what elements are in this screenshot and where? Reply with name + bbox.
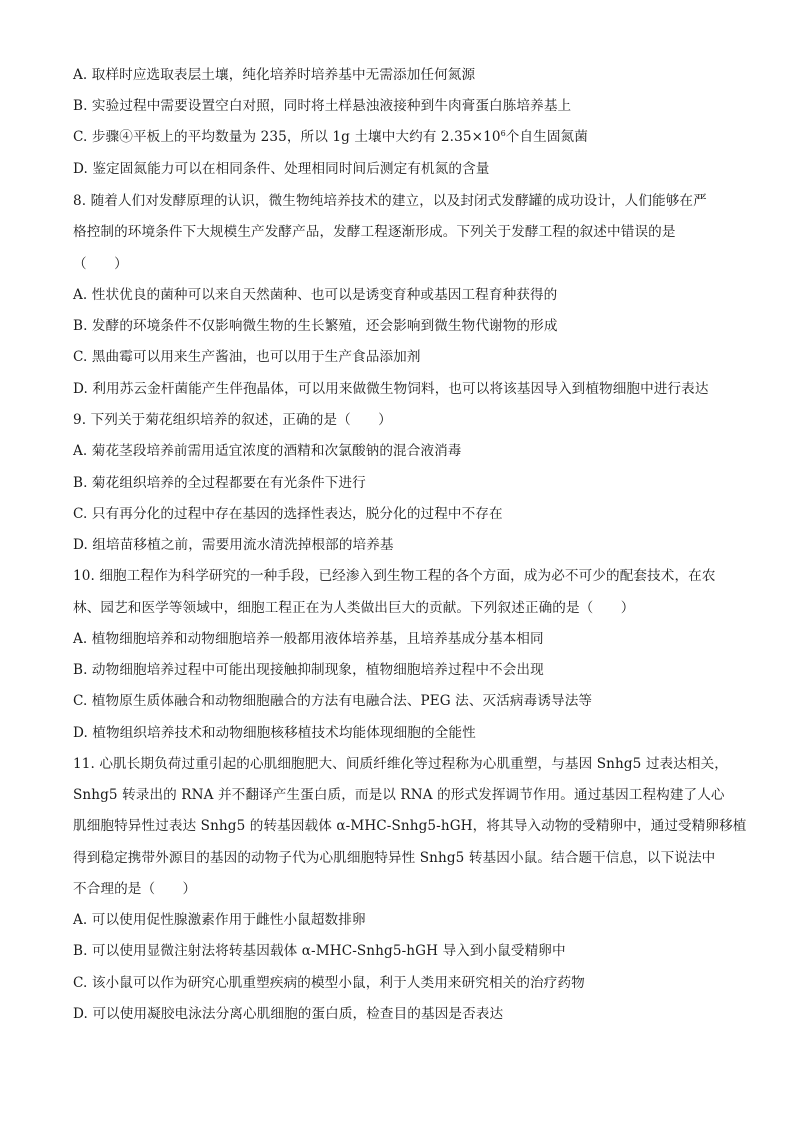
- q8-option-c: C. 黑曲霉可以用来生产酱油，也可以用于生产食品添加剂: [73, 349, 421, 365]
- q11-option-c: C. 该小鼠可以作为研究心肌重塑疾病的模型小鼠，利于人类用来研究相关的治疗药物: [73, 975, 585, 991]
- q11-option-d: D. 可以使用凝胶电泳法分离心肌细胞的蛋白质，检查目的基因是否表达: [73, 1006, 504, 1022]
- q8-option-b: B. 发酵的环境条件不仅影响微生物的生长繁殖，还会影响到微生物代谢物的形成: [73, 318, 558, 334]
- q10-stem-line-2: 林、园艺和医学等领域中，细胞工程正在为人类做出巨大的贡献。下列叙述正确的是（ ）: [73, 600, 635, 616]
- q11-option-b: B. 可以使用显微注射法将转基因载体 α-MHC-Snhg5-hGH 导入到小鼠受精卵中: [73, 943, 566, 959]
- q10-stem-line-1: 10. 细胞工程作为科学研究的一种手段，已经渗入到生物工程的各个方面，成为必不可少的配套技术，在农: [73, 568, 716, 584]
- q10-option-a: A. 植物细胞培养和动物细胞培养一般都用液体培养基，且培养基成分基本相同: [73, 631, 544, 647]
- q11-stem-line-1: 11. 心肌长期负荷过重引起的心肌细胞肥大、间质纤维化等过程称为心肌重塑，与基因 Snhg5 过表达相关，: [73, 756, 728, 772]
- q7-option-c-tail: 个自生固氮菌: [505, 129, 588, 145]
- q9-option-d: D. 组培苗移植之前，需要用流水清洗掉根部的培养基: [73, 537, 394, 553]
- q9-option-b: B. 菊花组织培养的全过程都要在有光条件下进行: [73, 475, 366, 491]
- q8-stem-line-2: 格控制的环境条件下大规模生产发酵产品，发酵工程逐渐形成。下列关于发酵工程的叙述中错误的是: [73, 224, 676, 240]
- q10-option-c: C. 植物原生质体融合和动物细胞融合的方法有电融合法、PEG 法、灭活病毒诱导法等: [73, 693, 593, 709]
- q9-option-c: C. 只有再分化的过程中存在基因的选择性表达，脱分化的过程中不存在: [73, 506, 503, 522]
- q9-option-a: A. 菊花茎段培养前需用适宜浓度的酒精和次氯酸钠的混合液消毒: [73, 443, 462, 459]
- q7-option-b: B. 实验过程中需要设置空白对照，同时将土样悬浊液接种到牛肉膏蛋白胨培养基上: [73, 98, 572, 114]
- q8-stem-line-1: 8. 随着人们对发酵原理的认识，微生物纯培养技术的建立，以及封闭式发酵罐的成功设计，人们能够在严: [73, 193, 707, 209]
- q8-option-a: A. 性状优良的菌种可以来自天然菌种、也可以是诱变育种或基因工程育种获得的: [73, 287, 558, 303]
- q11-stem-line-2: Snhg5 转录出的 RNA 并不翻译产生蛋白质，而是以 RNA 的形式发挥调节作用。通过基因工程构建了人心: [73, 787, 725, 803]
- q7-option-c-exponent: 6: [500, 129, 506, 138]
- q11-stem-line-5: 不合理的是（ ）: [73, 881, 197, 897]
- q8-option-d: D. 利用苏云金杆菌能产生伴孢晶体，可以用来做微生物饲料，也可以将该基因导入到植物细胞中进行表达: [73, 381, 709, 397]
- q7-option-d: D. 鉴定固氮能力可以在相同条件、处理相同时间后测定有机氮的含量: [73, 161, 490, 177]
- q7-option-a: A. 取样时应选取表层土壤，纯化培养时培养基中无需添加任何氮源: [73, 67, 476, 83]
- q11-stem-line-4: 得到稳定携带外源目的基因的动物子代为心肌细胞特异性 Snhg5 转基因小鼠。结合题干信息，以下说法中: [73, 850, 716, 866]
- q9-stem: 9. 下列关于菊花组织培养的叙述，正确的是（ ）: [73, 412, 392, 428]
- q11-option-a: A. 可以使用促性腺激素作用于雌性小鼠超数排卵: [73, 912, 366, 928]
- q7-option-c: [73, 128, 733, 146]
- q10-option-b: B. 动物细胞培养过程中可能出现接触抑制现象，植物细胞培养过程中不会出现: [73, 662, 544, 678]
- q8-answer-bracket: （ ）: [73, 256, 128, 272]
- q7-option-c-main: C. 步骤④平板上的平均数量为 235，所以 1g 土壤中大约有 2.35×10: [73, 129, 501, 145]
- q11-stem-line-3: 肌细胞特异性过表达 Snhg5 的转基因载体 α-MHC-Snhg5-hGH，将其导入动物的受精卵中，通过受精卵移植: [73, 818, 747, 834]
- q10-option-d: D. 植物组织培养技术和动物细胞核移植技术均能体现细胞的全能性: [73, 725, 476, 741]
